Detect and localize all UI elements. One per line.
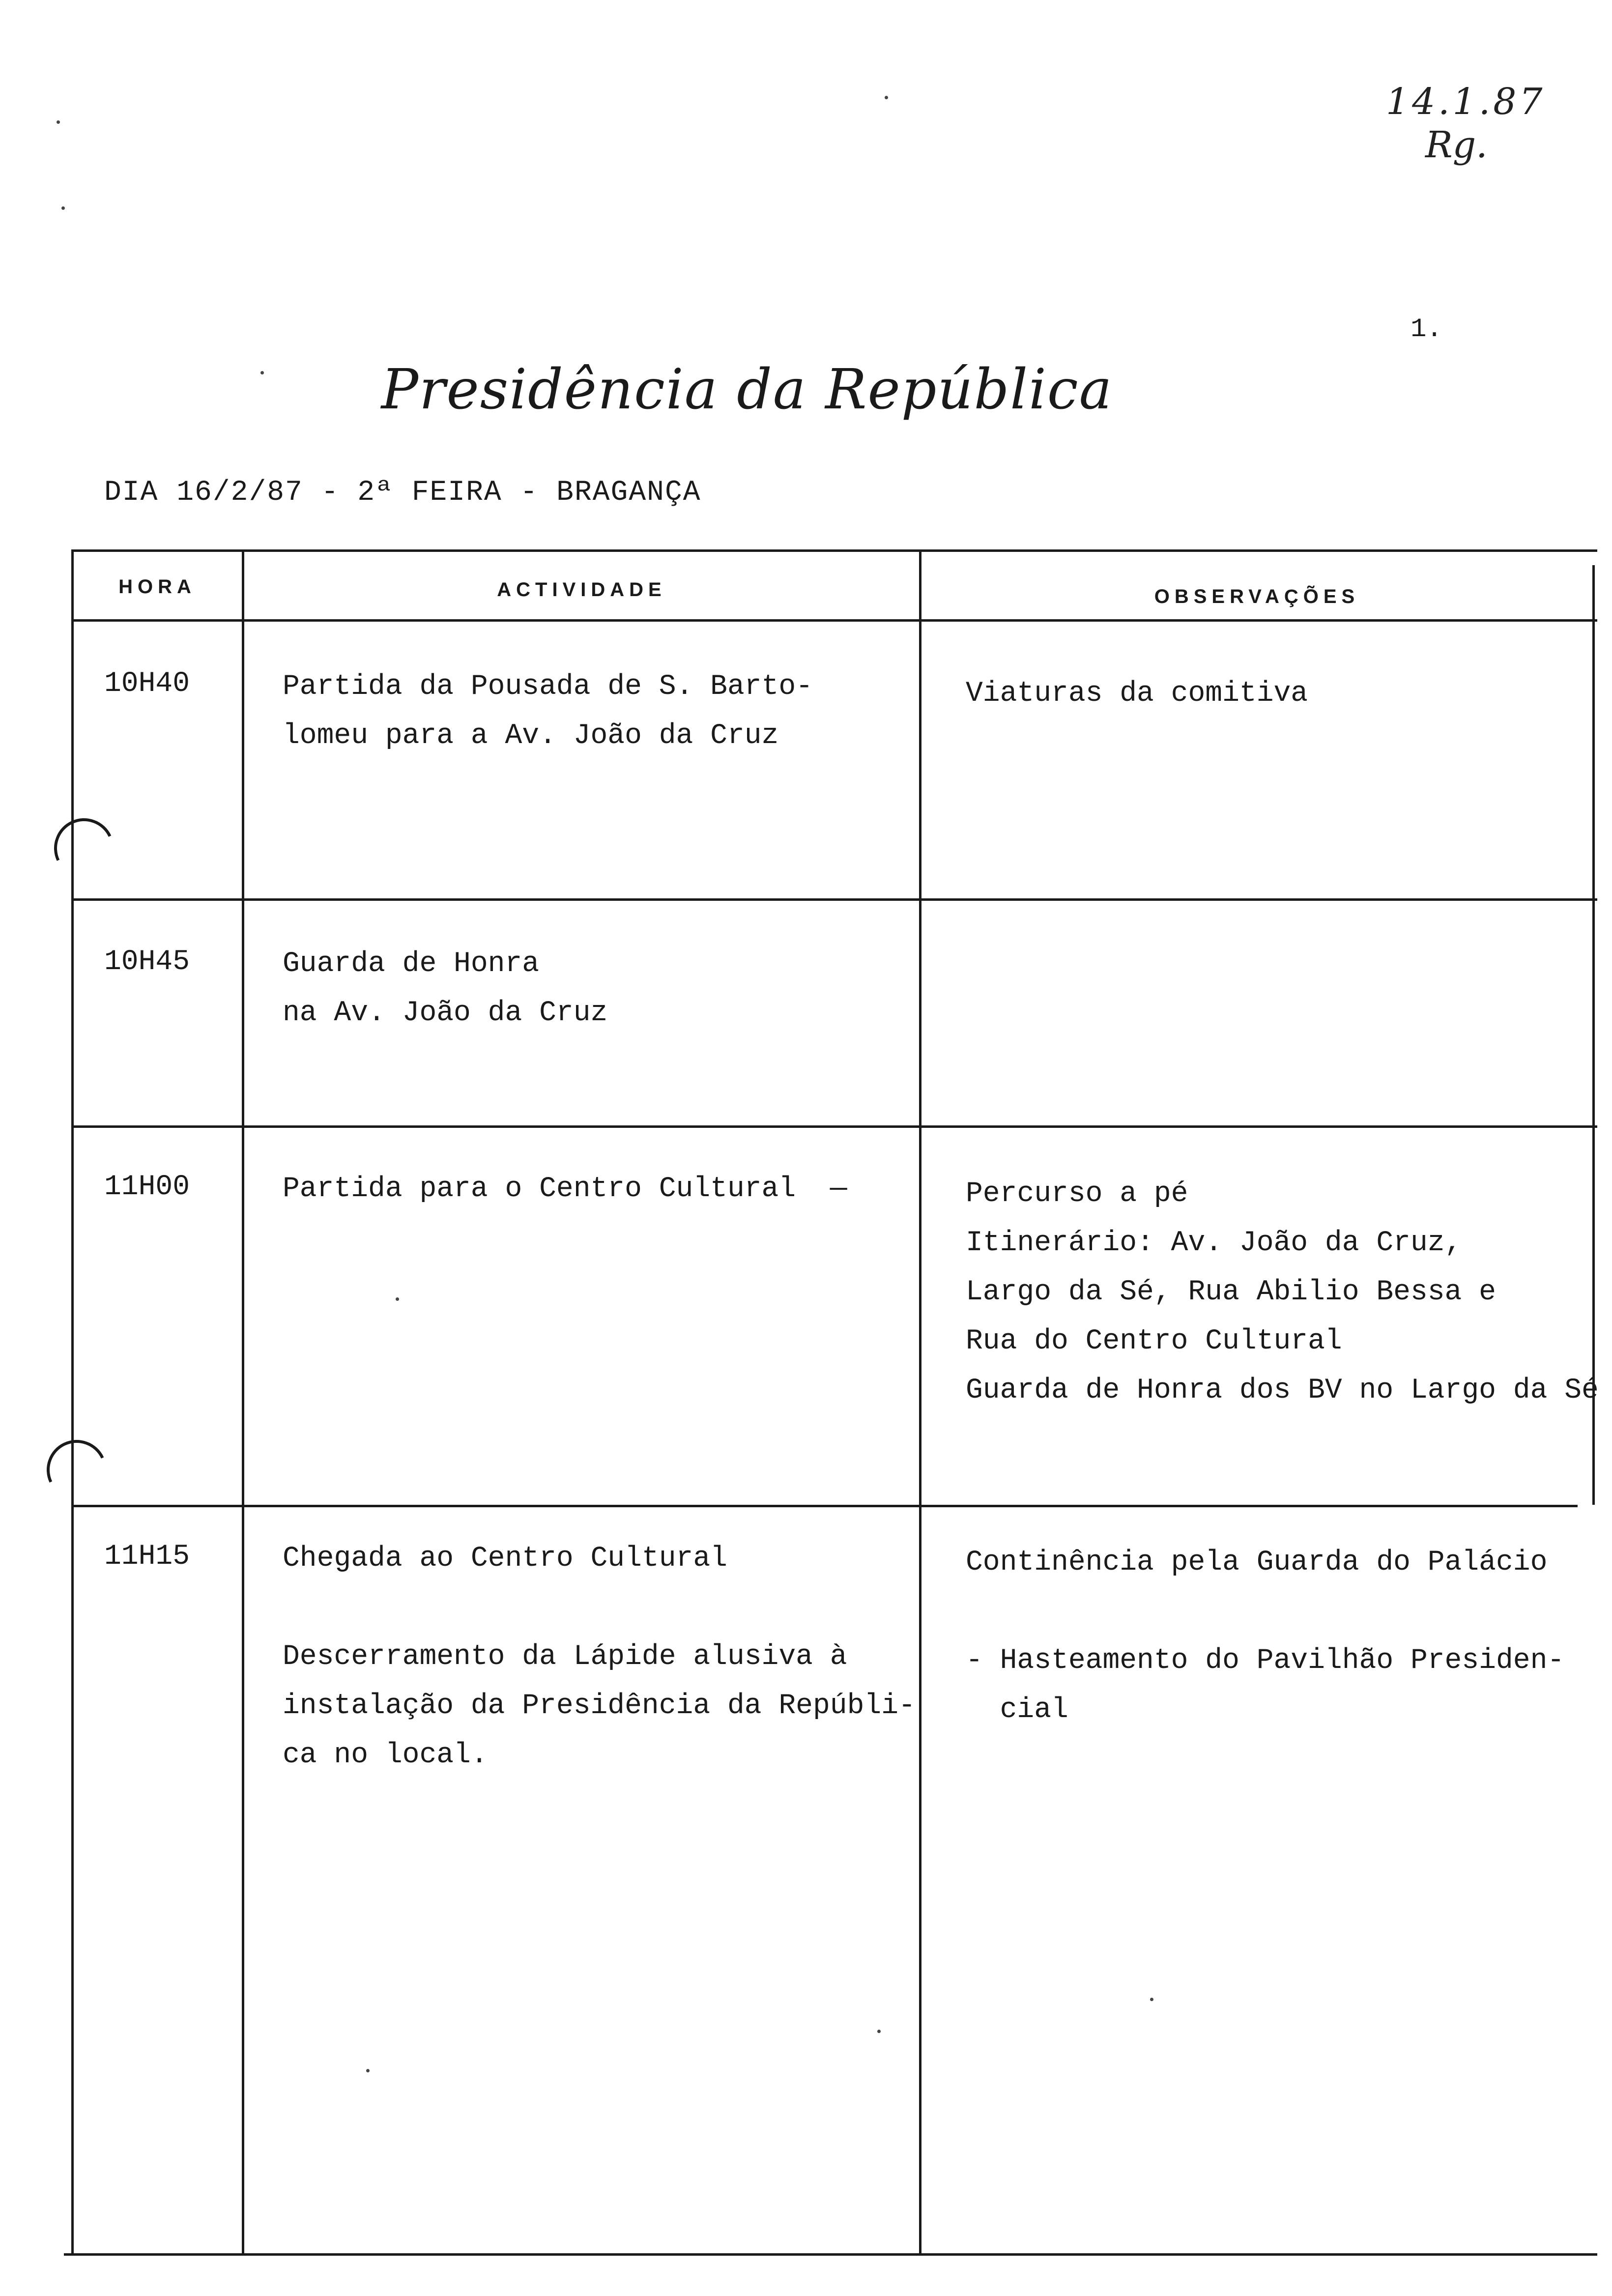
row-4-actividade: Chegada ao Centro Cultural Descerramento da Lápide alusiva à instalação da Presidência da Repúbli- ca no local. — [283, 1543, 916, 1771]
row-3-observacoes: Percurso a pé Itinerário: Av. João da Cruz, Largo da Sé, Rua Abilio Bessa e Rua do Centro Cultural Guarda de Honra dos BV no Largo da Sé — [966, 1178, 1599, 1406]
scan-speck — [877, 2030, 881, 2033]
table-left-border — [71, 549, 74, 2255]
header-observacoes: OBSERVAÇÕES — [1154, 586, 1360, 607]
row-1-observacoes: Viaturas da comitiva — [966, 678, 1308, 710]
row-3-actividade: Partida para o Centro Cultural — — [283, 1173, 847, 1205]
header-hora: HORA — [118, 576, 196, 598]
handwritten-date: 14.1.87 — [1386, 81, 1546, 123]
letterhead-text: Presidência da República — [381, 358, 1113, 422]
letterhead — [0, 358, 1612, 422]
table-top-border — [74, 549, 1597, 552]
scan-speck — [61, 206, 65, 210]
row-2-actividade: Guarda de Honra na Av. João da Cruz — [283, 948, 608, 1029]
page-number: 1. — [1410, 315, 1442, 344]
row-divider — [74, 1125, 1597, 1128]
table-bottom-border — [64, 2253, 1597, 2256]
scan-speck — [885, 96, 888, 99]
column-divider — [919, 549, 921, 2255]
row-3-hora: 11H00 — [104, 1171, 190, 1203]
handwritten-initials: Rg. — [1425, 124, 1488, 166]
row-4-hora: 11H15 — [104, 1541, 190, 1573]
punch-hole-mark — [38, 1432, 115, 1508]
column-divider — [242, 549, 244, 2255]
scan-speck — [1150, 1998, 1153, 2001]
scan-speck — [260, 371, 264, 374]
row-1-actividade: Partida da Pousada de S. Barto- lomeu para a Av. João da Cruz — [283, 671, 813, 752]
scan-speck — [396, 1297, 399, 1301]
row-divider — [74, 1505, 1578, 1507]
header-actividade: ACTIVIDADE — [497, 579, 666, 601]
day-header: DIA 16/2/87 - 2ª FEIRA - BRAGANÇA — [104, 477, 701, 509]
scan-speck — [57, 120, 60, 124]
row-1-hora: 10H40 — [104, 668, 190, 700]
row-4-observacoes: Continência pela Guarda do Palácio - Hasteamento do Pavilhão Presiden- cial — [966, 1547, 1565, 1726]
punch-hole-mark — [46, 810, 122, 887]
header-divider — [74, 619, 1597, 622]
row-divider — [74, 898, 1597, 901]
scan-speck — [366, 2069, 370, 2072]
row-2-hora: 10H45 — [104, 946, 190, 978]
